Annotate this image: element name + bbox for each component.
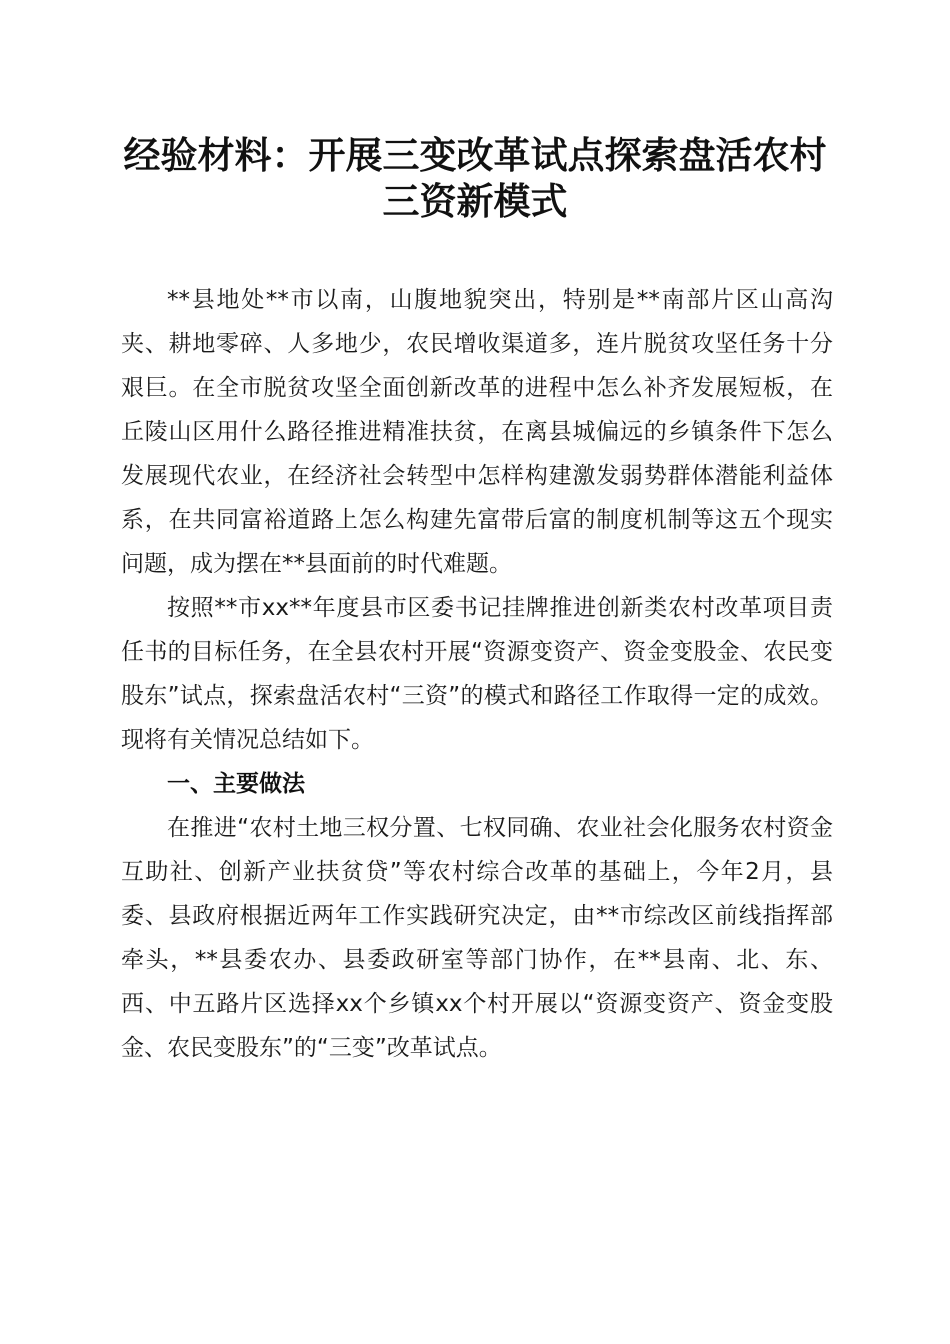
section-heading-main-practices: 一、主要做法 [167,771,305,797]
paragraph-intro: **县地处**市以南，山腹地貌突出，特别是**南部片区山高沟夹、耕地零碎、人多地少，农民增收渠道多，连片脱贫攻坚任务十分艰巨。在全市脱贫攻坚全面创新改革的进程中怎么补齐发展短板，在丘陵山区用什么路径推进精准扶贫，在离县城偏远的乡镇条件下怎么发展现代农业，在经济社会转型中怎样构建激发弱势群体潜能利益体系，在共同富裕道路上怎么构建先富带后富的制度机制等这五个现实问题，成为摆在**县面前的时代难题。 [121,287,833,577]
document-body [121,278,833,1070]
document-title: 经验材料：开展三变改革试点探索盘活农村三资新模式 [123,133,827,223]
paragraph-background: 按照**市xx**年度县市区委书记挂牌推进创新类农村改革项目责任书的目标任务，在全县农村开展“资源变资产、资金变股金、农民变股东”试点，探索盘活农村“三资”的模式和路径工作取得一定的成效。现将有关情况总结如下。 [121,595,833,753]
paragraph-practices: 在推进“农村土地三权分置、七权同确、农业社会化服务农村资金互助社、创新产业扶贫贷”等农村综合改革的基础上，今年2月，县委、县政府根据近两年工作实践研究决定，由**市综改区前线指挥部牵头，**县委农办、县委政研室等部门协作，在**县南、北、东、西、中五路片区选择xx个乡镇xx个村开展以“资源变资产、资金变股金、农民变股东”的“三变”改革试点。 [121,815,833,1061]
